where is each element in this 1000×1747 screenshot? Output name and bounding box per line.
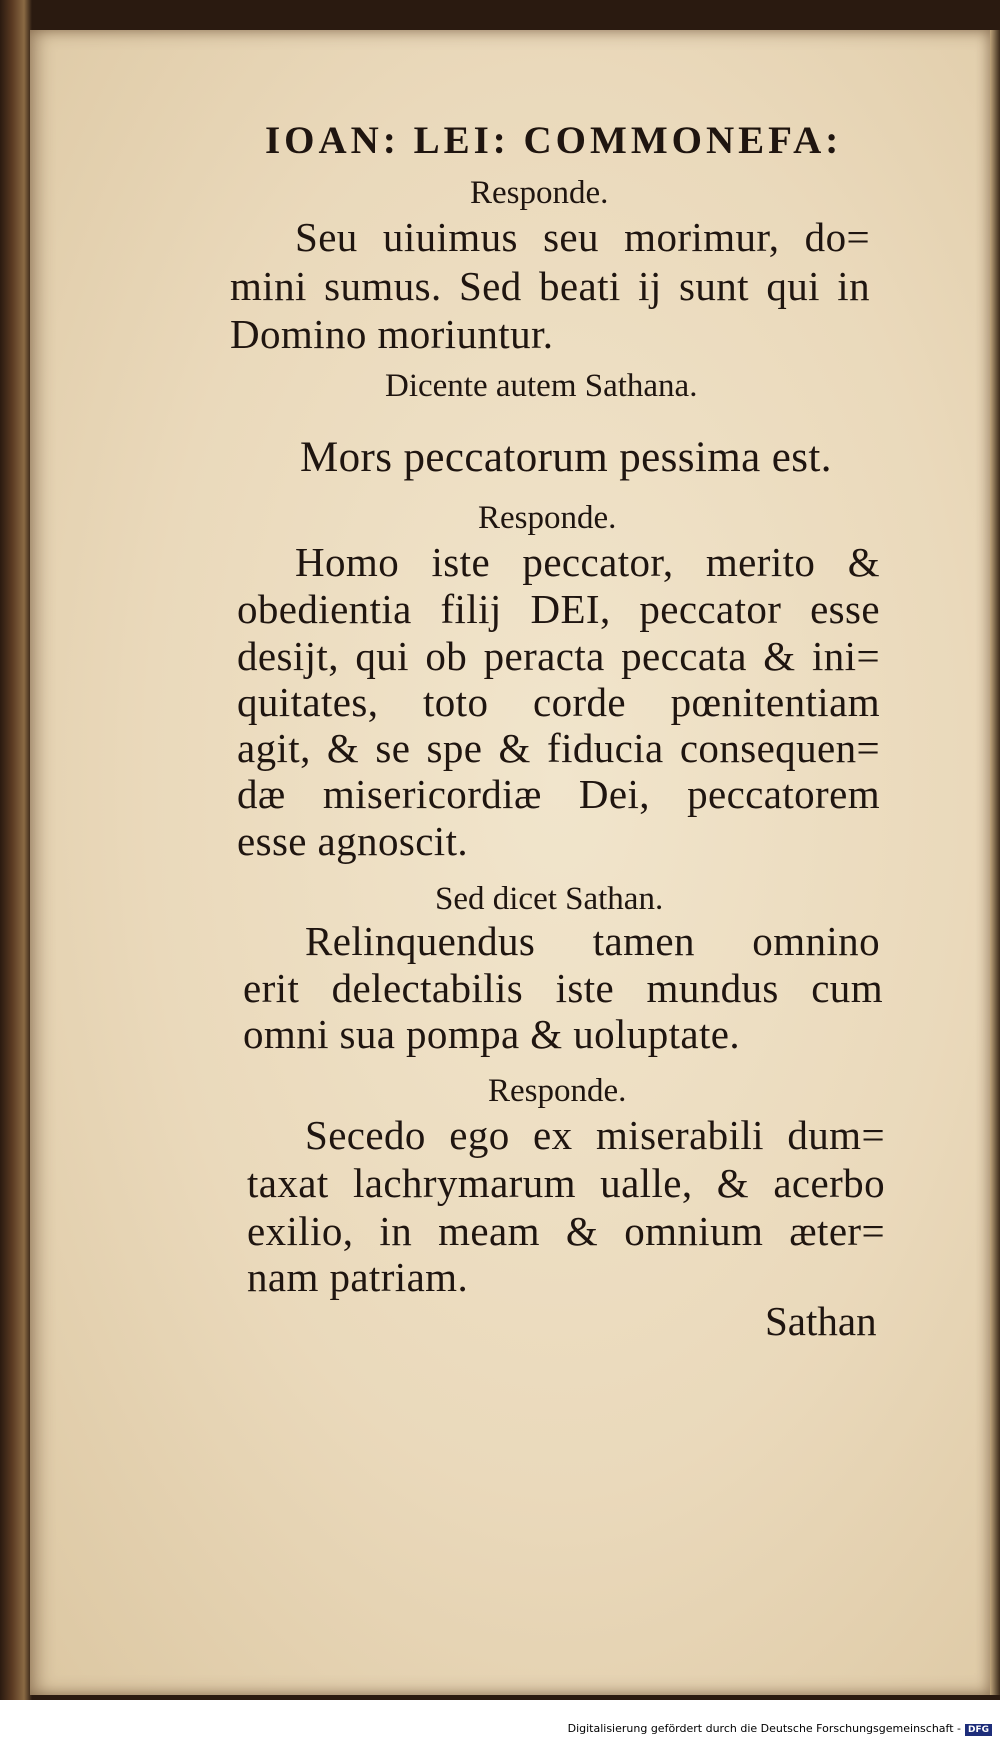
text-line: taxat lachrymarum ualle, & acerbo: [247, 1160, 885, 1206]
text-line: quitates, toto corde pœnitentiam: [237, 679, 880, 725]
text-line: Relinquendus tamen omnino: [305, 918, 880, 964]
text-line: Seu uiuimus seu morimur, do=: [295, 214, 870, 260]
section-label: Sed dicet Sathan.: [435, 881, 664, 917]
running-header: IOAN: LEI: COMMONEFA:: [265, 119, 843, 162]
text-line: omni sua pompa & uoluptate.: [243, 1011, 741, 1057]
text-line: erit delectabilis iste mundus cum: [243, 965, 883, 1011]
section-label: Dicente autem Sathana.: [385, 368, 698, 404]
section-label: Responde.: [488, 1073, 627, 1109]
digitization-credit: [568, 1722, 992, 1736]
text-line: Secedo ego ex miserabili dum=: [305, 1112, 885, 1158]
text-line: Domino moriuntur.: [230, 311, 554, 357]
text-line: exilio, in meam & omnium æter=: [247, 1208, 885, 1254]
text-line: nam patriam.: [247, 1254, 469, 1300]
book-page: [30, 30, 990, 1695]
text-line: Homo iste peccator, merito &: [295, 539, 880, 585]
section-label: Responde.: [478, 500, 617, 536]
text-line: obedientia filij DEI, peccator esse: [237, 586, 880, 632]
text-line: agit, & se spe & fiducia consequen=: [237, 725, 880, 771]
catchword: Sathan: [765, 1298, 877, 1344]
page-edge: [990, 30, 1000, 1695]
text-line: dæ misericordiæ Dei, peccatorem: [237, 771, 880, 817]
credit-text: Digitalisierung gefördert durch die Deutsche Forschungsgemeinschaft -: [567, 1722, 961, 1735]
section-label: Responde.: [470, 175, 609, 211]
dfg-logo: DFG: [965, 1724, 992, 1736]
text-line: mini sumus. Sed beati ij sunt qui in: [230, 263, 870, 309]
text-line: Mors peccatorum pessima est.: [300, 434, 832, 481]
text-line: esse agnoscit.: [237, 818, 469, 864]
text-line: desijt, qui ob peracta peccata & ini=: [237, 633, 880, 679]
